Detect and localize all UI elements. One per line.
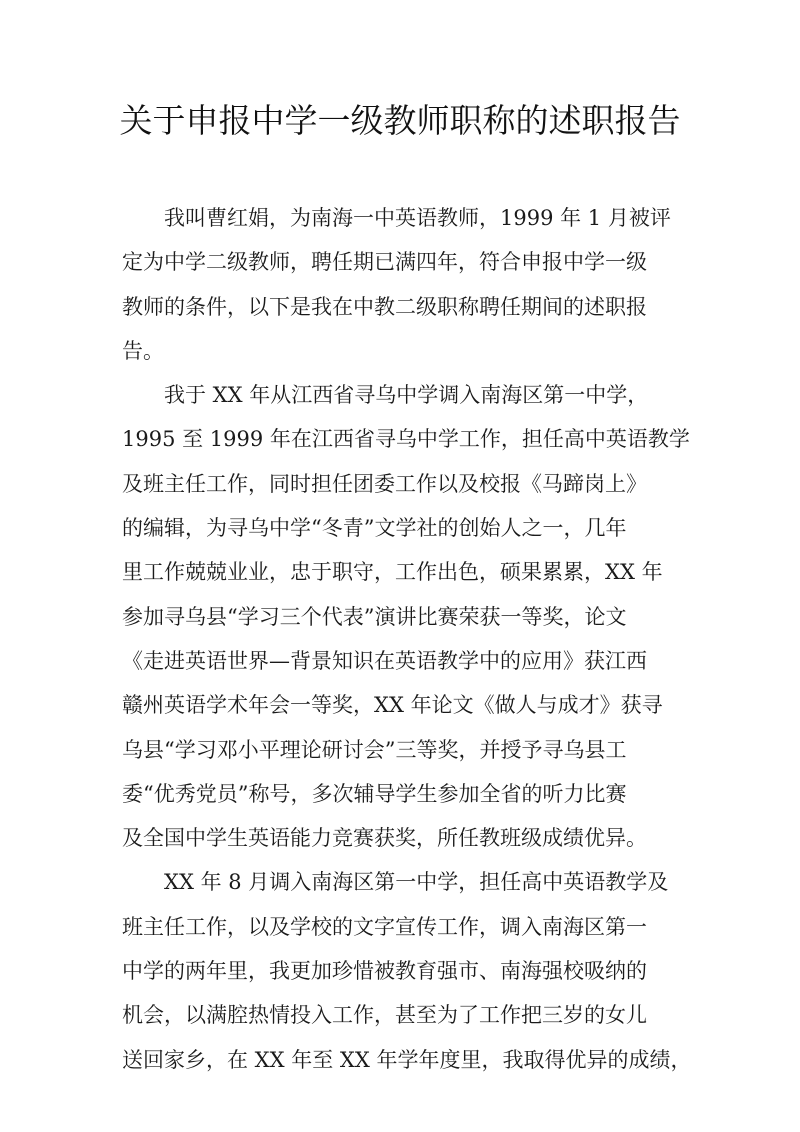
paragraph-3 [122, 860, 692, 1081]
text-line: 委“优秀党员”称号，多次辅导学生参加全省的听力比赛 [122, 781, 627, 806]
text-line: 我于 XX 年从江西省寻乌中学调入南海区第一中学， [164, 383, 649, 408]
paragraph-1 [122, 196, 692, 373]
text-line: 参加寻乌县“学习三个代表”演讲比赛荣获一等奖，论文 [122, 604, 627, 629]
text-line: 我叫曹红娟，为南海一中英语教师，1999 年 1 月被评 [164, 206, 671, 230]
text-line: 赣州英语学术年会一等奖，XX 年论文《做人与成才》获寻 [122, 693, 663, 718]
text-line: 送回家乡，在 XX 年至 XX 年学年度里，我取得优异的成绩， [122, 1047, 692, 1072]
paragraph-2 [122, 373, 692, 860]
text-line: 机会，以满腔热情投入工作，甚至为了工作把三岁的女儿 [122, 1003, 647, 1028]
document-body [122, 196, 692, 1082]
document-title: 关于申报中学一级教师职称的述职报告 [119, 101, 681, 140]
text-line: 教师的条件，以下是我在中教二级职称聘任期间的述职报 [122, 294, 647, 319]
text-line: 班主任工作，以及学校的文字宣传工作，调入南海区第一 [122, 914, 647, 939]
text-line: 1995 至 1999 年在江西省寻乌中学工作，担任高中英语教学 [122, 427, 690, 452]
text-line: 及全国中学生英语能力竞赛获奖，所任教班级成绩优异。 [122, 826, 647, 851]
text-line: 中学的两年里，我更加珍惜被教育强市、南海强校吸纳的 [122, 959, 647, 984]
text-line: 乌县“学习邓小平理论研讨会”三等奖，并授予寻乌县工 [122, 737, 627, 762]
text-line: XX 年 8 月调入南海区第一中学，担任高中英语教学及 [164, 870, 669, 895]
text-line: 《走进英语世界—背景知识在英语教学中的应用》获江西 [122, 648, 647, 673]
text-line: 及班主任工作，同时担任团委工作以及校报《马蹄岗上》 [122, 471, 647, 496]
text-line: 告。 [122, 338, 164, 363]
text-line: 的编辑，为寻乌中学“冬青”文学社的创始人之一，几年 [122, 516, 627, 541]
text-line: 定为中学二级教师，聘任期已满四年，符合申报中学一级 [122, 250, 647, 275]
text-line: 里工作兢兢业业，忠于职守，工作出色，硕果累累，XX 年 [122, 560, 663, 585]
